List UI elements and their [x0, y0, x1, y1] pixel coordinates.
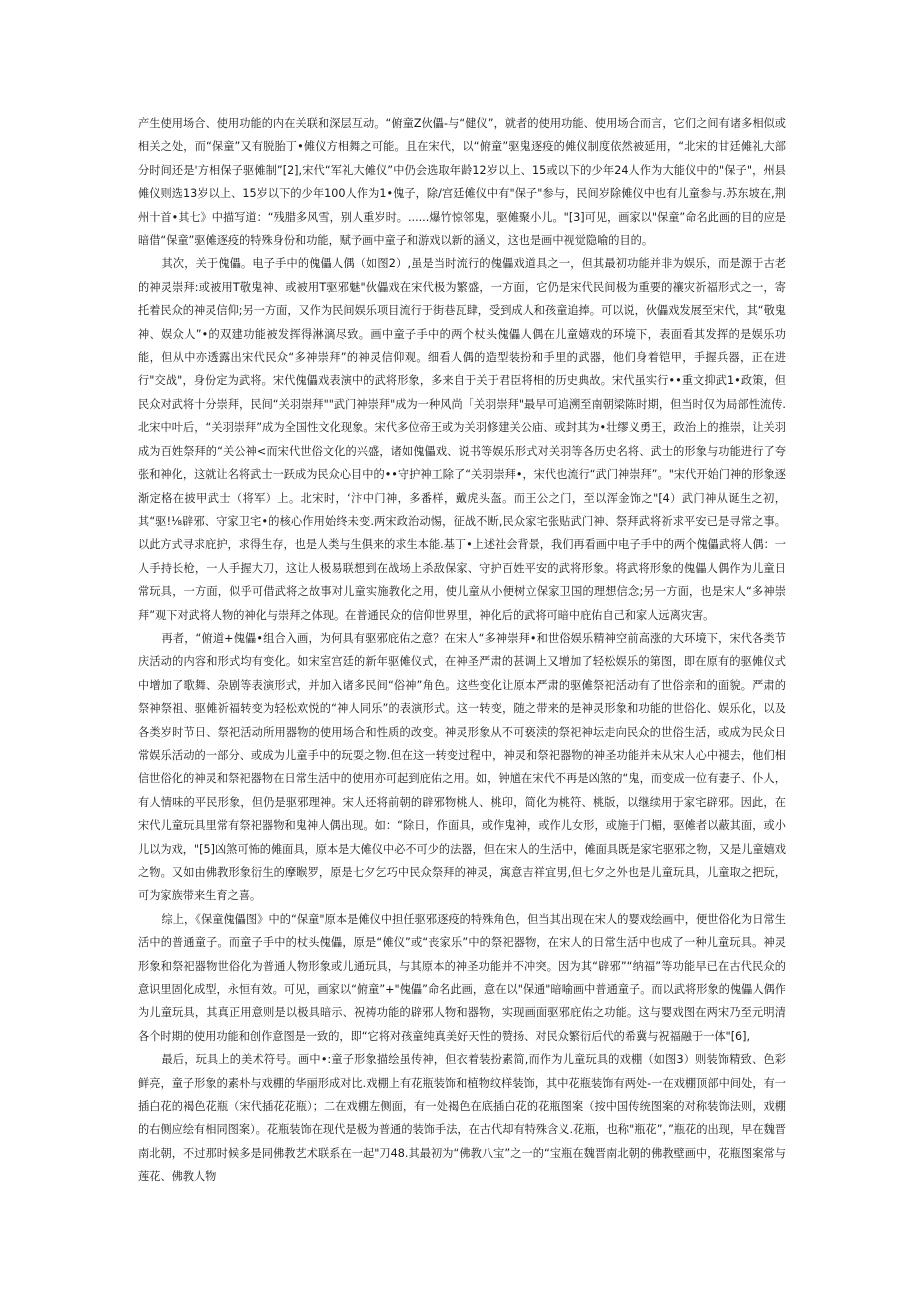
paragraph-1: 产生使用场合、使用功能的内在关联和深层互动。“俯童Z伙儡-与“健仪”，就者的使用功能、使用场合而言，它们之间有诸多相似或相关之处，而“保童”又有脱胎丁•傩仪方相舞之可能。且在宋代，以“俯童”驱鬼逐疫的傩仪制度依然被延用，“北宋的甘廷傩礼大部分时间还是'方相保子驱傩制”[2],宋代“军礼大傩仪”中仍会选取年龄12岁以上、15或以下的少年24人作为大能仪中的"保子"，州县傩仪则选13岁以上、15岁以下的少年100人作为1•傀子，除/宫廷傩仪中有"保子"参与，民间岁除傩仪中也有儿童参与.苏东坡在,荆州十首•其七》中描写道：“残腊多风雪，别人重岁时。......爆竹惊邻鬼，驱傩聚小儿。"[3]可见，画家以"保童”命名此画的目的应是暗借“保童”驱傩逐疫的特殊身份和功能，赋予画中童子和游戏以新的涵义，这也是画中视觉隐喻的目的。	[138, 117, 786, 248]
paragraph-3: 再者，“俯道+傀儡•组合入画，为何具有驱邪庇佑之意？在宋人“多神崇拜•和世俗娱乐精神空前高涨的大环境下，宋代各类节庆活动的内容和形式均有变化。如宋室宫廷的新年驱傩仪式，在神圣严肃的甚调上又增加了轻松娱乐的第图，即在原有的驱傩仪式中增加了歌舞、杂剧等表演形式，并加入诸多民间“俗神”角色。这些变化让原本严肃的驱傩祭祀活动有了世俗亲和的面貌。严肃的祭神祭祖、驱傩祈福转变为轻松欢悦的“神人同乐”的表演形式。这一转变，随之带来的是神灵形象和功能的世俗化、娱乐化，以及各类岁时节日、祭祀活动所用器物的使用场合和性质的改变。神灵形象从不可亵渎的祭祀神坛走向民众的世俗生活，或成为民众日常娱乐活动的一部分、或成为儿童手中的玩耍之物.但在这一转变过程中，神灵和祭祀器物的神圣功能并未从宋人心中褪去，他们相信世俗化的神灵和祭祀器物在日常生活中的使用亦可起到庇佑之用。如，钟馗在宋代不再是凶煞的“鬼，而变成一位有妻子、仆人，有人情味的平民形象，但仍是驱邪理神。宋人还将前朝的辟邪物桃人、桃印，简化为桃符、桃版，以继续用于家宅辟邪。因此，在宋代儿童玩具里常有祭祀器物和鬼神人偶出现。如：“除日，作面具，或作鬼神，或作儿女形，或施于门楣，驱傩者以蔽其面，或小儿以为戏，"[5]凶煞可怖的傩面具，原本是大傩仪中必不可少的法器，但在宋人的生活中，傩面具既是家宅驱邪之物，又是儿童嬉戏之物。又如由佛教形象衍生的摩睺罗，原是七夕乞巧中民众祭拜的神灵，寓意吉祥宜男,但七夕之外也是儿童玩具，儿童取之把玩，可为家族带来生育之喜。	[138, 631, 786, 903]
paragraph-2: 其次，关于傀儡。电子手中的傀儡人偶（如图2）,虽是当时流行的傀儡戏道具之一，但其最初功能并非为娱乐，而是源于古老的神灵崇拜:或被用T敬鬼神、或被用T驱邪魅"伙儡戏在宋代极为繁盛，一方面，它仍是宋代民间极为重要的禳灾祈福形式之一，寄托着民众的神灵信仰;另一方面，又作为民间娱乐项目流行于街巷瓦肆，受到成人和孩童追捧。可以说，伙儡戏发展至宋代，其“敬鬼神、娱众人”•的双建功能被发挥得淋漓尽致。画中童子手中的两个杖头傀儡人偶在儿童嬉戏的环境下，表面看其发挥的是娱乐功能，但从中亦透露出宋代民众“多神崇拜”的神灵信仰观。细看人偶的造型装扮和手里的武器，他们身着铠甲，手握兵器，正在进行"交战"，身份定为武将。宋代傀儡戏表演中的武将形象，多来自于关于君臣将相的历史典故。宋代虽实行••重文抑武1•政策，但民众对武将十分崇拜，民间“关羽崇拜""武门神崇拜"成为一种风尚「关羽崇拜"最早可追溯至南朝梁陈时期，但当时仅为局部性流传.北宋中叶后，“关羽崇拜”成为全国性文化现象。宋代多位帝王或为关羽修建关公庙、或封其为•壮缪义勇王，政治上的推崇，让关羽成为百姓祭拜的“关公神<而宋代世俗文化的兴盛，诸如傀儡戏、说书等娱乐形式对关羽等各历史名将、武士的形象与功能进行了夸张和神化，这就让名将武士一跃成为民众心目中的••守护神工除了“关羽崇拜•，宋代也流行“武门神崇拜”。"宋代开始门神的形象逐渐定格在披甲武士（将军）上。北宋时，‘汴中门神，多番样，戴虎头盔。而王公之门，至以浑金饰之"[4）武门神从诞生之初，其“驱!⅛辟邪、守家卫宅•的核心作用始终未变.两宋政治动惕，征战不断,民众家宅张贴武门神、祭拜武将祈求平安已是寻常之事。以此方式寻求庇护，求得生存，也是人类与生俱来的求生本能.基丁•上述社会背景，我们再看画中电子手中的两个傀儡武将人偶：一人手持长枪，一人手握大刀，这让人极易联想到在战场上杀敌保家、守护百姓平安的武将形象。将武将形象的傀儡人偶作为儿童日常玩具，一方面，似乎可借武将之故事对儿童实施教化之用，使儿童从小便树立保家卫国的理想信念;另一方面，也是宋人“多神崇拜”观下对武将人物的神化与崇拜之体现。在普通民众的信仰世界里，神化后的武将可暗中庇佑自己和家人远离灾害。	[138, 257, 786, 622]
paragraph-4: 综上，《保童傀儡图》中的“保童"原本是傩仪中担任驱邪逐疫的特殊角色，但当其出现在宋人的婴戏绘画中，便世俗化为日常生活中的普通童子。而童子手中的杖头傀儡，原是“傩仪”或“丧家乐”中的祭祀器物，在宋人的日常生活中也成了一种儿童玩具。神灵形象和祭祀器物世俗化为普通人物形象或儿通玩具，与其原本的神圣功能并不冲突。因为其“辟邪”“纳福”等功能早已在古代民众的意识里固化成型，永恒有效。可见，画家以“俯童”+"傀儡”命名此画，意在以"保通"暗喻画中普通童子。而以武将形象的傀儡人偶作为儿童玩具，其真正用意则是以极具暗示、祝祷功能的辟邪人物和器物，实现画面驱邪庇佑之功能。这与婴戏图在两宋乃至元明清各个时期的使用功能和创作意图是一致的，即“它将对孩童纯真美好天性的赞扬、对民众繁衍后代的希冀与祝福融于一体"[6],	[138, 912, 786, 1043]
paragraph-5: 最后，玩具上的美术符号。画中•:童子形象描绘虽传神，但衣着装扮素简,而作为儿童玩具的戏棚（如图3）则装饰精致、色彩鲜亮，童子形象的素朴与戏棚的华丽形成对比.戏棚上有花瓶装饰和植物纹样装饰，其中花瓶装饰有两处-一在戏棚顶部中间处，有一插白花的褐色花瓶（宋代插花花瓶）；二在戏棚左侧面，有一处褐色在底插白花的花瓶图案（按中国传统图案的对称装饰法则，戏棚的右侧应绘有相同图案）。花瓶装饰在现代是极为普通的装饰手法，在古代却有特殊含义.花瓶，也称"瓶花”，”瓶花的出现，早在魏晋南北朝，不过那时候多是同佛教艺术联系在一起"刀48.其最初为“佛教八宝”之一的“宝瓶在魏晋南北朝的佛教壁画中，花瓶图案常与莲花、佛教人物	[138, 1053, 786, 1184]
document-page	[138, 112, 786, 1189]
